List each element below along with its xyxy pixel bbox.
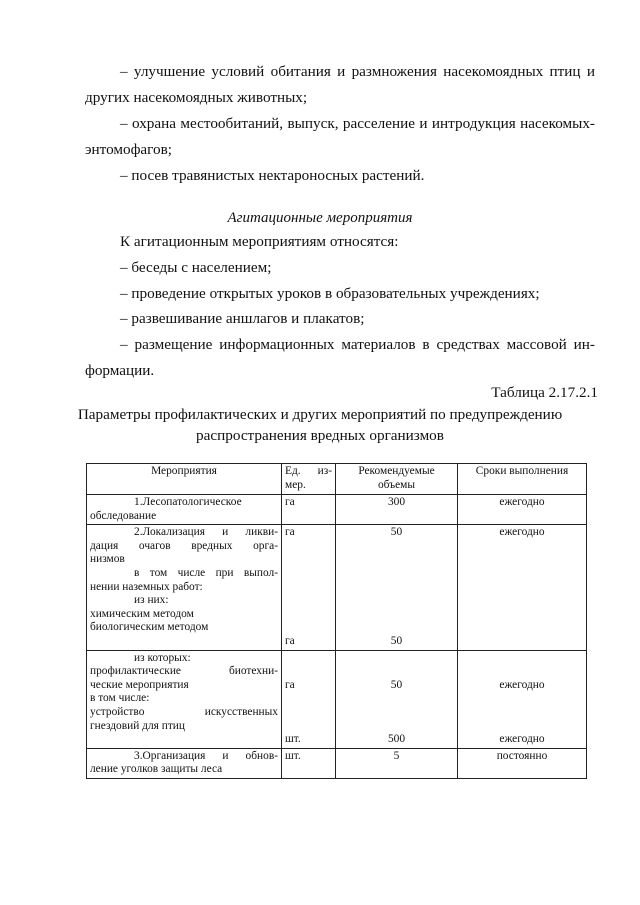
list-item: – проведение открытых уроков в образовательных учреждениях; [120,285,540,302]
unit-cell: га [282,495,336,525]
paragraph-line: – улучшение условий обитания и размножения насекомоядных птиц и [120,63,595,80]
volume-cell: 300 [336,495,458,525]
table-row [87,495,587,525]
term-cell: постоянно [458,748,587,778]
paragraph-line: других насекомоядных животных; [85,89,308,106]
paragraph-line: – охрана местообитаний, выпуск, расселение и интродукция насекомых- [120,115,595,132]
table-title: Параметры профилактических и других мероприятий по предупреждению [77,406,563,423]
paragraph-line: энтомофагов; [85,141,173,158]
unit-cell: шт. [282,748,336,778]
term-cell: ежегодно ежегодно [458,650,587,748]
measure-cell: 3.Организация и обнов- ление уголков защиты леса [87,748,282,778]
measures-table [86,463,587,779]
unit-cell: га шт. [282,650,336,748]
table-row [87,525,587,650]
list-item: – размещение информационных материалов в средствах массовой ин- [120,336,595,353]
paragraph-line: – посев травянистых нектароносных растений. [120,167,425,184]
volume-cell: 50 500 [336,650,458,748]
volume-cell: 50 50 [336,525,458,650]
table-title: распространения вредных организмов [196,427,444,444]
volume-cell: 5 [336,748,458,778]
measure-cell: из которых: профилактические биотехни- ческие мероприятия в том числе: устройство искусственных гнездовий для птиц [87,650,282,748]
header-cell: Ед. из- мер. [282,464,336,495]
unit-cell: га га [282,525,336,650]
header-cell: Рекомендуемые объемы [336,464,458,495]
paragraph-line: К агитационным мероприятиям относятся: [120,233,399,250]
table-number: Таблица 2.17.2.1 [491,384,598,401]
paragraph-line: формации. [85,362,155,379]
table-row [87,650,587,748]
table-header-row [87,464,587,495]
list-item: – развешивание аншлагов и плакатов; [120,310,365,327]
measure-cell: 1.Лесопатологическое обследование [87,495,282,525]
term-cell: ежегодно [458,525,587,650]
header-cell: Мероприятия [87,464,282,495]
header-cell: Сроки выполнения [458,464,587,495]
list-item: – беседы с населением; [120,259,272,276]
measure-cell: 2.Локализация и ликви- дация очагов вредных орга- низмов в том числе при выпол- нении наземных работ: из них: химическим методом биологическим методом [87,525,282,650]
table-row [87,748,587,778]
term-cell: ежегодно [458,495,587,525]
section-heading: Агитационные мероприятия [227,210,413,226]
